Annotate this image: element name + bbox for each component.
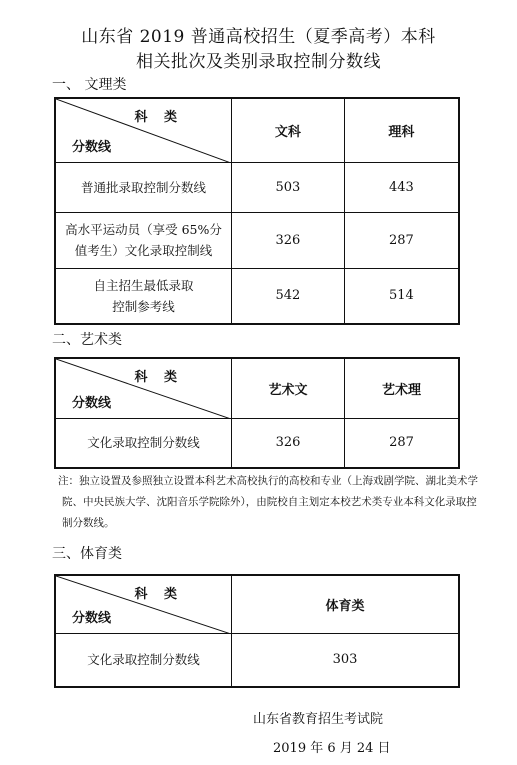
row-label-line1: 自主招生最低录取: [93, 277, 194, 293]
section-heading-sports: 三、体育类: [52, 546, 122, 562]
score-cell: 287: [345, 418, 459, 468]
column-header-tiyu: 体育类: [232, 575, 460, 633]
row-label-line2: 值考生）文化录取控制线: [74, 243, 213, 258]
score-cell: 287: [344, 212, 459, 268]
table-row: [55, 162, 459, 212]
column-header-yishuwen: 艺术文: [232, 358, 345, 418]
document-title-line1: 山东省 2019 普通高校招生（夏季高考）本科: [81, 27, 436, 47]
row-label: 普通批录取控制分数线: [55, 162, 232, 212]
header-score-label: 分数线: [72, 610, 112, 626]
table-arts-science: [54, 97, 460, 325]
column-header-wenke: 文科: [232, 98, 345, 162]
score-cell: 326: [232, 418, 345, 468]
column-header-yishuli: 艺术理: [345, 358, 459, 418]
score-cell: 542: [232, 268, 345, 324]
issue-date: 2019 年 6 月 24 日: [273, 741, 391, 756]
row-label: [55, 268, 232, 324]
header-category-label: 科 类: [134, 370, 183, 385]
row-label: 文化录取控制分数线: [55, 633, 232, 687]
issuing-organization: 山东省教育招生考试院: [253, 712, 384, 727]
table-sports: [54, 574, 460, 688]
header-score-label: 分数线: [72, 395, 112, 411]
score-cell: 514: [344, 268, 459, 324]
row-label-line1: 高水平运动员（享受 65%分: [65, 222, 222, 237]
diagonal-header-cell: [55, 98, 232, 162]
footnote: 注：独立设置及参照独立设置本科艺术高校执行的高校和专业（上海戏剧学院、湖北美术学院、中央民族大学、沈阳音乐学院除外），由院校自主划定本校艺术类专业本科文化录取控制分数线。: [58, 475, 478, 529]
diagonal-header-cell: [55, 358, 232, 418]
row-label: 文化录取控制分数线: [55, 418, 232, 468]
table-row: [55, 212, 459, 268]
table-art: [54, 357, 460, 469]
section-heading-arts-science: 一、 文理类: [52, 77, 127, 93]
header-category-label: 科 类: [134, 587, 183, 602]
document-title-line2: 相关批次及类别录取控制分数线: [136, 52, 381, 72]
header-score-label: 分数线: [72, 139, 112, 155]
table-row: [55, 418, 459, 468]
table-row: [55, 268, 459, 324]
row-label: [55, 212, 232, 268]
score-cell: 326: [232, 212, 345, 268]
diagonal-header-cell: [55, 575, 232, 633]
row-label-line2: 控制参考线: [112, 298, 175, 314]
section-heading-art: 二、艺术类: [52, 332, 122, 348]
score-cell: 443: [344, 162, 459, 212]
table-row: [55, 633, 459, 687]
score-cell: 503: [232, 162, 345, 212]
score-cell: 303: [232, 633, 460, 687]
column-header-like: 理科: [344, 98, 459, 162]
header-category-label: 科 类: [134, 110, 183, 125]
